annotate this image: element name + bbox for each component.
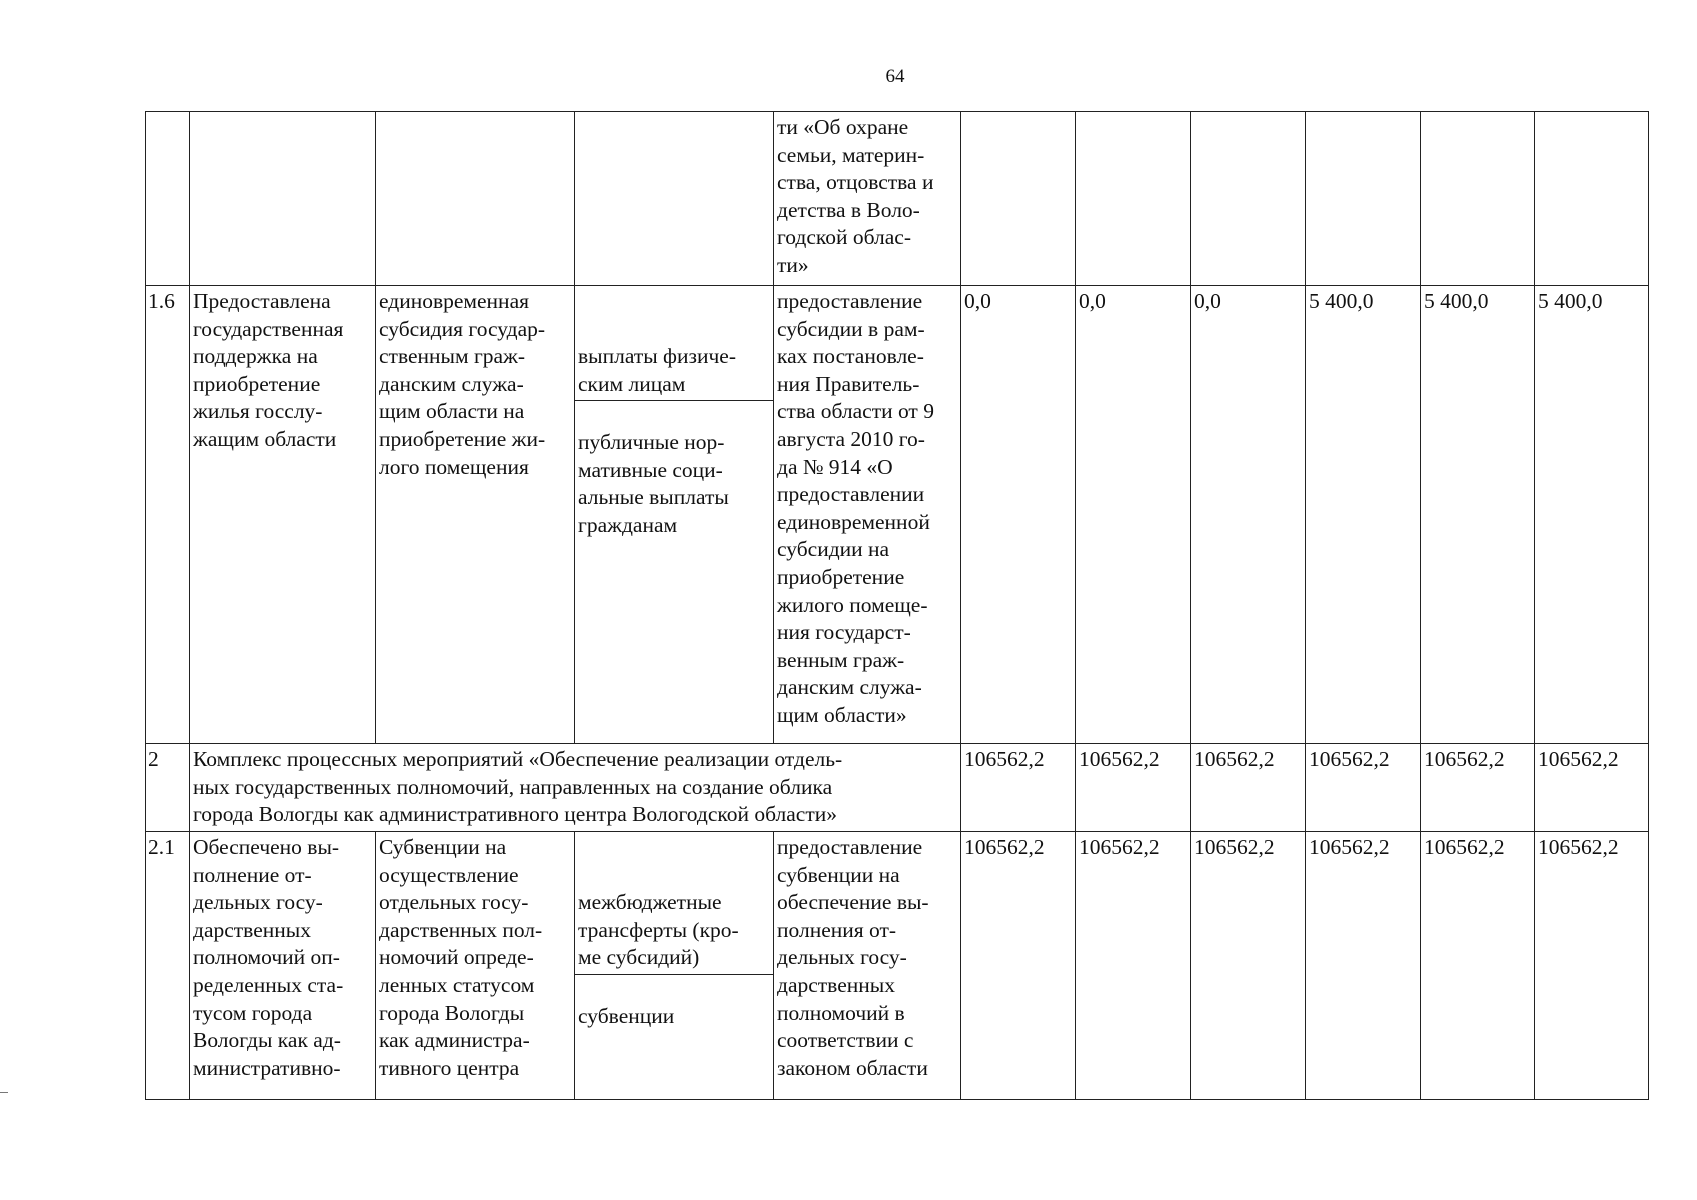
cell-result: Предоставлена государственная поддержка на приобретение жилья госслу- жащим области [190,286,376,744]
cell-value: 5 400,0 [1306,286,1421,744]
cell-description: единовременная субсидия государ- ственным граж- данским служа- щим области на приобретение жи- лого помещения [376,286,575,744]
cell-value: 106562,2 [1191,744,1306,832]
type-bottom: публичные нор- мативные соци- альные выплаты гражданам [578,429,729,537]
cell-value [1535,112,1649,286]
table-row-2-1 [146,832,1649,1100]
cell-type [575,112,774,286]
cell-legal-basis: предоставление субвенции на обеспечение вы- полнения от- дельных госу- дарственных полномочий в соответствии с законом области [774,832,961,1100]
cell-value: 106562,2 [1191,832,1306,1100]
cell-result: Обеспечено вы- полнение от- дельных госу- дарственных полномочий оп- ределенных ста- тусом города Вологды как ад- министративно- [190,832,376,1100]
cell-value: 106562,2 [1076,744,1191,832]
type-split [575,862,773,1060]
cell-complex-title: Комплекс процессных мероприятий «Обеспечение реализации отдель- ных государственных полномочий, направленных на создание облика города Вологды как административного центра Вологодской области» [190,744,961,832]
table-row-1-6 [146,286,1649,744]
table-row-continuation [146,112,1649,286]
cell-description [376,112,575,286]
cell-type [575,286,774,744]
cell-num: 1.6 [146,286,190,744]
cell-legal-basis: предоставление субсидии в рам- ках постановле- ния Правитель- ства области от 9 августа 2010 го- да № 914 «О предоставлении единовременной субсидии на приобретение жилого помеще- ния государст- венным граж- данским служа- щим области» [774,286,961,744]
cell-value: 106562,2 [1535,832,1649,1100]
type-split [575,316,773,569]
cell-value: 106562,2 [961,744,1076,832]
cell-num [146,112,190,286]
cell-value [1076,112,1191,286]
cell-value [1191,112,1306,286]
cell-description: Субвенции на осуществление отдельных госу- дарственных пол- номочий опреде- ленных статусом города Вологды как администра- тивного центра [376,832,575,1100]
scan-edge-mark [0,1092,8,1093]
cell-value: 106562,2 [1535,744,1649,832]
cell-legal-basis: ти «Об охране семьи, материн- ства, отцовства и детства в Воло- годской облас- ти» [774,112,961,286]
cell-value: 106562,2 [961,832,1076,1100]
type-top: выплаты физиче- ским лицам [575,343,773,401]
cell-value [1421,112,1535,286]
cell-value: 0,0 [1076,286,1191,744]
cell-value: 106562,2 [1076,832,1191,1100]
cell-value: 106562,2 [1306,744,1421,832]
cell-num: 2.1 [146,832,190,1100]
cell-value [1306,112,1421,286]
cell-value: 106562,2 [1306,832,1421,1100]
cell-value: 106562,2 [1421,832,1535,1100]
page-number: 64 [885,66,905,87]
cell-value: 0,0 [1191,286,1306,744]
type-top: межбюджетные трансферты (кро- ме субсидий) [575,889,773,975]
cell-num: 2 [146,744,190,832]
cell-result [190,112,376,286]
type-bottom: субвенции [578,1003,675,1028]
cell-value: 5 400,0 [1421,286,1535,744]
measures-table [145,111,1649,1100]
cell-type [575,832,774,1100]
table-row-2 [146,744,1649,832]
cell-value [961,112,1076,286]
cell-value: 5 400,0 [1535,286,1649,744]
cell-value: 0,0 [961,286,1076,744]
cell-value: 106562,2 [1421,744,1535,832]
